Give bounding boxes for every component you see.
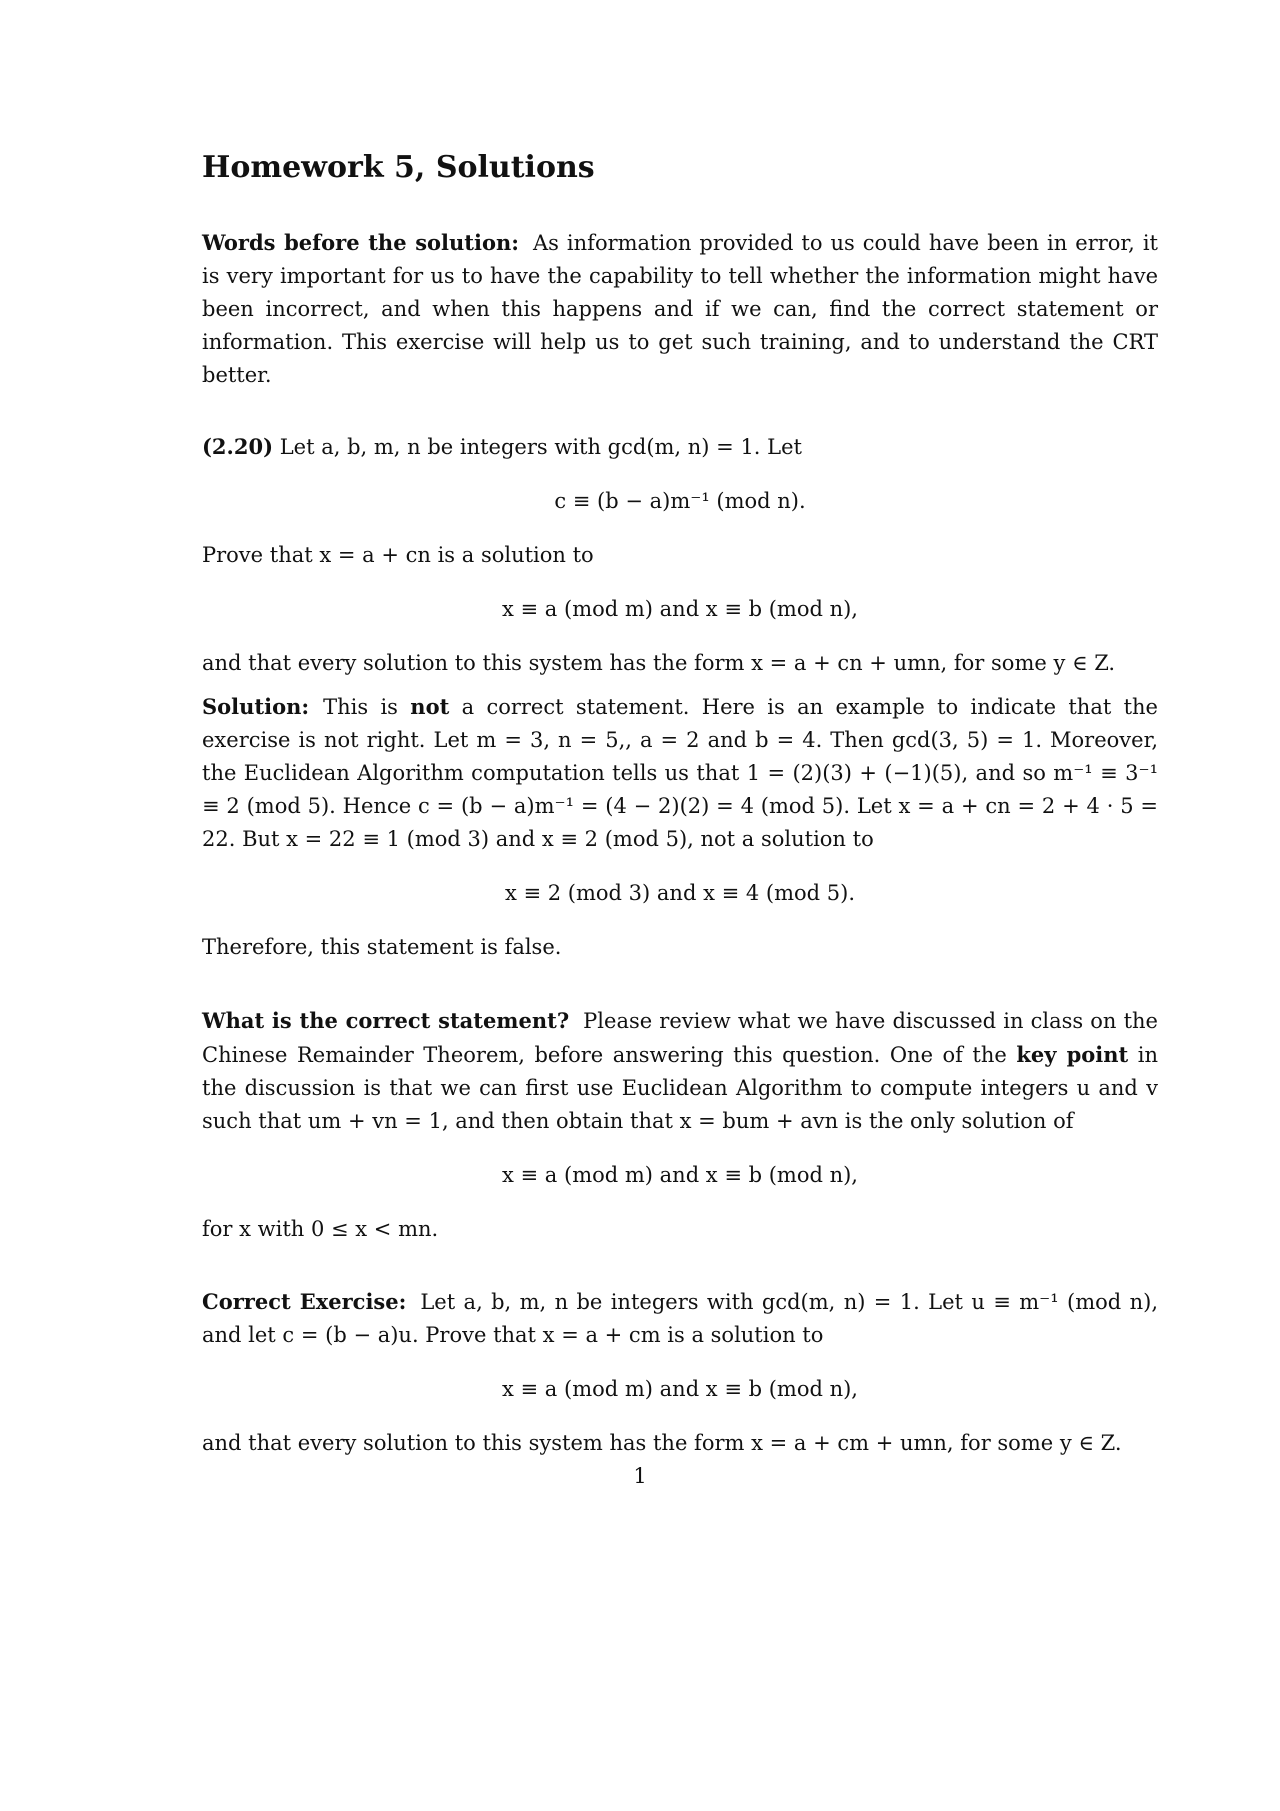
correct-statement-heading: What is the correct statement? xyxy=(202,1008,570,1033)
correct-exercise-text: Let a, b, m, n be integers with gcd(m, n) = 1. Let u ≡ m⁻¹ (mod n), and let c = (b − a)u. Prove that x = a + cm is a solution to xyxy=(202,1290,1158,1347)
problem-statement xyxy=(202,430,1158,464)
correct-exercise-heading: Correct Exercise: xyxy=(202,1289,407,1314)
problem-label: (2.20) xyxy=(202,434,274,459)
display-system-1: x ≡ a (mod m) and x ≡ b (mod n), xyxy=(502,597,858,621)
key-point-word: key point xyxy=(1016,1042,1129,1067)
correct-statement-text-before: Please review what we have discussed in class on the Chinese Remainder Theorem, before answering this question. One of the xyxy=(202,1009,1158,1067)
solution-not-word: not xyxy=(410,694,450,719)
display-system-4: x ≡ a (mod m) and x ≡ b (mod n), xyxy=(502,1377,858,1401)
correct-exercise-paragraph xyxy=(202,1285,1158,1352)
intro-text: As information provided to us could have been in error, it is very important for us to have the capability to tell whether the information might have been incorrect, and when this happens and if we can, find the correct statement or information. This exercise will help us to get such training, and to understand the CRT better. xyxy=(202,231,1158,387)
solution-conclusion: Therefore, this statement is false. xyxy=(202,935,562,959)
solution-text-after: a correct statement. Here is an example to indicate that the exercise is not right. Let m = 3, n = 5,, a = 2 and b = 4. Then gcd(3, 5) = 1. Moreover, the Euclidean Algorithm computation tells us that 1 = (2)(3) + (−1)(5), and so m⁻¹ ≡ 3⁻¹ ≡ 2 (mod 5). Hence c = (b − a)m⁻¹ = (4 − 2)(2) = 4 (mod 5). Let x = a + cn = 2 + 4 · 5 = 22. But x = 22 ≡ 1 (mod 3) and x ≡ 2 (mod 5), not a solution to xyxy=(202,695,1158,851)
page-number: 1 xyxy=(633,1464,647,1488)
correct-statement-paragraph xyxy=(202,1004,1158,1138)
intro-paragraph xyxy=(202,226,1158,392)
solution-text-before: This is xyxy=(323,695,398,719)
problem-every-text: and that every solution to this system has the form x = a + cn + umn, for some y ∈ Z. xyxy=(202,651,1116,675)
page-title: Homework 5, Solutions xyxy=(202,150,595,185)
correct-statement-text-after: in the discussion is that we can first use Euclidean Algorithm to compute integers u and v such that um + vn = 1, and then obtain that x = bum + avn is the only solution of xyxy=(202,1043,1159,1133)
intro-heading: Words before the solution: xyxy=(202,230,519,255)
correct-exercise-every-text: and that every solution to this system has the form x = a + cm + umn, for some y ∈ Z. xyxy=(202,1431,1122,1455)
display-system-2: x ≡ 2 (mod 3) and x ≡ 4 (mod 5). xyxy=(504,881,855,905)
problem-prove-text: Prove that x = a + cn is a solution to xyxy=(202,543,594,567)
range-text: for x with 0 ≤ x < mn. xyxy=(202,1217,439,1241)
problem-statement-text: Let a, b, m, n be integers with gcd(m, n) = 1. Let xyxy=(279,435,802,459)
page-content xyxy=(202,150,1158,1460)
solution-heading: Solution: xyxy=(202,694,310,719)
display-system-3: x ≡ a (mod m) and x ≡ b (mod n), xyxy=(502,1163,858,1187)
solution-paragraph xyxy=(202,690,1158,856)
display-c-definition: c ≡ (b − a)m⁻¹ (mod n). xyxy=(554,489,806,513)
